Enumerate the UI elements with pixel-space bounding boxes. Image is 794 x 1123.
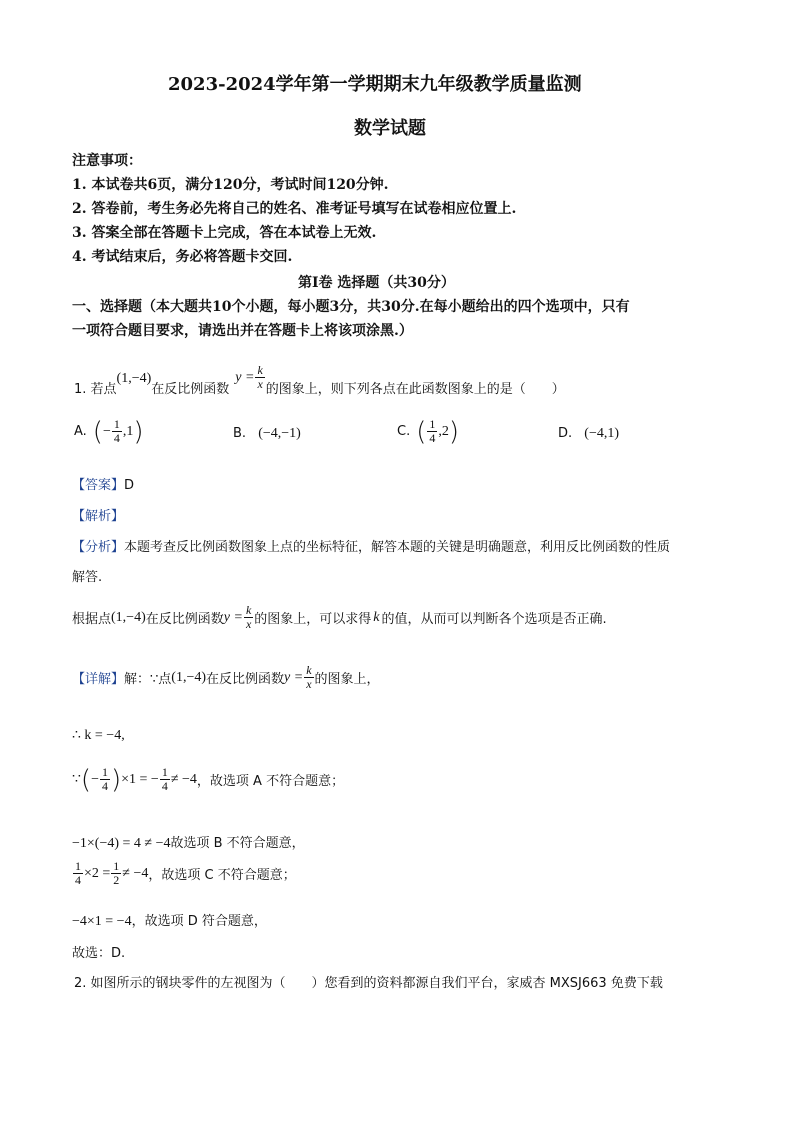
detail-point: (1,−4) <box>171 669 207 685</box>
option-c-fraction: $\frac{1}{4}$ <box>429 417 436 445</box>
question-1 <box>74 358 565 397</box>
option-d-label: D. <box>558 426 573 441</box>
step-1: ∴ k = −4, <box>72 728 125 743</box>
analysis-point-1: (1,−4) <box>111 609 146 625</box>
analysis-tag: 【解析】 <box>72 509 125 524</box>
exam-subtitle: 数学试题 <box>354 118 426 139</box>
q1-mid: 在反比例函数 <box>151 382 230 397</box>
q1-prefix: 1. 若点 <box>74 382 117 397</box>
q1-func-lhs: y = <box>235 369 255 385</box>
step-4-fraction-1: $\frac{1}{4}$ <box>75 859 81 887</box>
answer-tag: 【答案】 <box>72 478 125 493</box>
exam-title: 2023-2024学年第一学期期末九年级教学质量监测 <box>168 74 582 95</box>
option-b-label: B. <box>233 426 247 441</box>
answer-value: D <box>124 478 135 493</box>
question-2: 2. 如图所示的钢块零件的左视图为（ ）您看到的资料都源自我们平台，家威杏 MXSJ663 免费下载 <box>74 976 663 991</box>
step-3: −1×(−4) = 4 ≠ −4故选项 B 不符合题意， <box>72 836 305 851</box>
conclusion: 故选：D. <box>72 946 126 961</box>
option-c-label: C. <box>397 424 411 439</box>
analysis-fraction-1: $\frac{k}{x}$ <box>245 603 252 631</box>
note-item-4: 4. 考试结束后，务必将答题卡交回. <box>72 249 293 265</box>
detail-tag: 【详解】 <box>72 672 125 687</box>
note-item-3: 3. 答案全部在答题卡上完成，答在本试卷上无效. <box>72 225 377 241</box>
detail-fraction: $\frac{k}{x}$ <box>306 663 312 691</box>
detail-line: 【详解】 解：∵点 (1,−4) 在反比例函数 y = $\frac{k}{x}$ 的图象上， <box>72 663 380 691</box>
note-item-1: 1. 本试卷共6页，满分120分，考试时间120分钟. <box>72 177 389 193</box>
option-a-fraction: $\frac{1}{4}$ <box>113 417 120 445</box>
answer-line <box>72 474 134 493</box>
q1-func-fraction: $\frac{k}{x}$ <box>257 363 263 391</box>
analysis-line-3: 根据点 (1,−4) 在反比例函数 y = $\frac{k}{x}$ 的图象上，可以求得 k 的值，从而可以判断各个选项是否正确. <box>72 603 607 631</box>
step-2-fraction-1: $\frac{1}{4}$ <box>101 765 108 793</box>
q1-suffix: 的图象上，则下列各点在此函数图象上的是（ ） <box>265 382 565 397</box>
note-item-2: 2. 答卷前，考生务必先将自己的姓名、准考证号填写在试卷相应位置上. <box>72 201 517 217</box>
step-4: $\frac{1}{4}$ ×2 = $\frac{1}{2}$ ≠ −4 ，故选项 C 不符合题意； <box>75 859 296 887</box>
section-instructions-2: 一项符合题目要求，请选出并在答题卡上将该项涂黑.） <box>72 323 413 339</box>
step-2: ∵ ( − $\frac{1}{4}$ ) ×1 = − $\frac{1}{4}$ ≠ −4 ，故选项 A 不符合题意； <box>72 764 345 795</box>
option-b <box>233 426 301 442</box>
option-d-value: (−4,1) <box>584 426 620 441</box>
q1-point: (1,−4) <box>116 370 152 386</box>
fenxi-tag: 【分析】 <box>72 540 125 555</box>
step-2-fraction-2: $\frac{1}{4}$ <box>161 765 168 793</box>
option-a: A. ( − $\frac{1}{4}$ ,1 ) <box>74 416 144 447</box>
option-b-value: (−4,−1) <box>258 426 301 441</box>
fenxi-line-1: 【分析】本题考查反比例函数图象上点的坐标特征，解答本题的关键是明确题意，利用反比例函数的性质 <box>72 540 671 555</box>
section-instructions-1: 一、选择题（本大题共10个小题，每小题3分，共30分.在每小题给出的四个选项中，只有 <box>72 299 630 315</box>
option-a-label: A. <box>74 424 87 439</box>
option-c-tail: ,2 <box>438 423 449 439</box>
step-4-fraction-2: $\frac{1}{2}$ <box>113 859 120 887</box>
section-title: 第Ⅰ卷 选择题（共30分） <box>298 275 455 291</box>
fenxi-line-2: 解答. <box>72 570 103 585</box>
option-c: C. ( $\frac{1}{4}$ ,2 ) <box>397 416 460 447</box>
option-d <box>558 426 619 442</box>
notes-heading: 注意事项： <box>72 153 142 169</box>
option-a-tail: ,1 <box>122 423 134 439</box>
step-5: −4×1 = −4，故选项 D 符合题意， <box>72 914 267 929</box>
